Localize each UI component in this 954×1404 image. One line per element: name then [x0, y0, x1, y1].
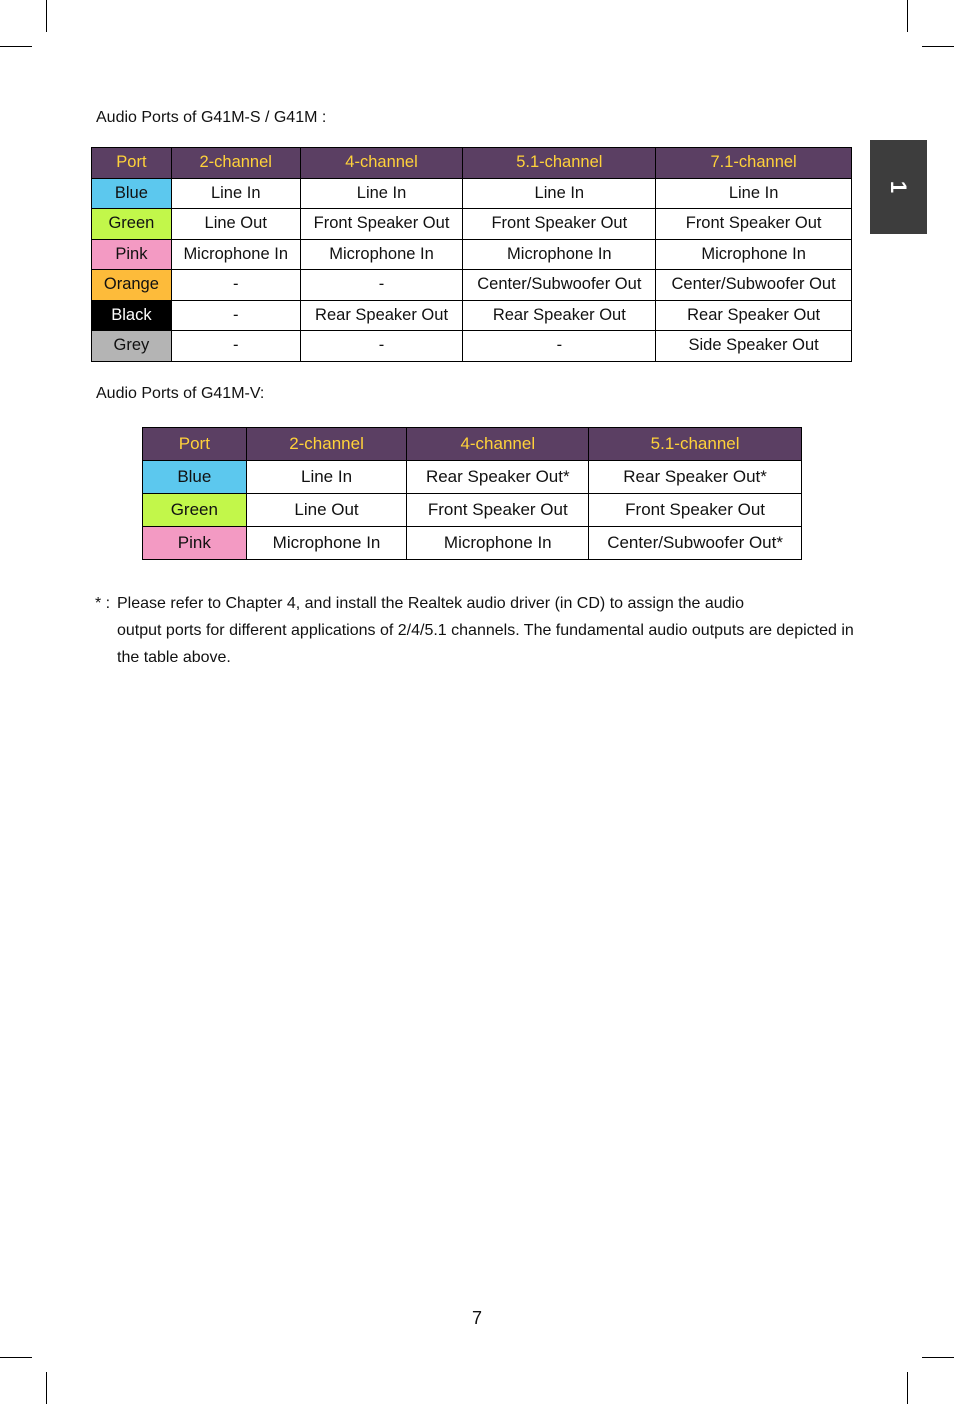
port-cell-blue: Blue	[143, 461, 247, 494]
port-cell-grey: Grey	[92, 331, 172, 362]
port-cell-black: Black	[92, 300, 172, 331]
chapter-tab	[870, 140, 927, 234]
port-cell-pink: Pink	[92, 239, 172, 270]
header-port: Port	[143, 428, 247, 461]
crop-mark	[922, 1357, 954, 1358]
chapter-tab-label: 1	[886, 180, 912, 194]
table-row	[92, 178, 852, 209]
table-cell: Line In	[656, 178, 852, 209]
table-cell: Microphone In	[407, 527, 589, 560]
table-cell: Microphone In	[246, 527, 407, 560]
header-2-channel: 2-channel	[246, 428, 407, 461]
table-cell: Microphone In	[463, 239, 656, 270]
audio-ports-table-g41m-v	[142, 427, 802, 560]
header-2-channel: 2-channel	[171, 148, 300, 179]
table-row	[143, 461, 802, 494]
table-cell: Microphone In	[300, 239, 463, 270]
port-cell-green: Green	[143, 494, 247, 527]
table-header-row	[143, 428, 802, 461]
table-cell: -	[171, 270, 300, 301]
table-row	[92, 270, 852, 301]
table-cell: Center/Subwoofer Out*	[589, 527, 802, 560]
table-cell: Rear Speaker Out	[656, 300, 852, 331]
header-4-channel: 4-channel	[407, 428, 589, 461]
table-cell: Line Out	[246, 494, 407, 527]
table-cell: -	[171, 300, 300, 331]
table-cell: Center/Subwoofer Out	[463, 270, 656, 301]
footnote-first-line: Please refer to Chapter 4, and install the Realtek audio driver (in CD) to assign the audio	[117, 595, 745, 612]
table-cell: Rear Speaker Out	[300, 300, 463, 331]
port-cell-pink: Pink	[143, 527, 247, 560]
table-cell: Rear Speaker Out*	[589, 461, 802, 494]
table-cell: Front Speaker Out	[407, 494, 589, 527]
table-row	[92, 300, 852, 331]
port-cell-blue: Blue	[92, 178, 172, 209]
table-header-row	[92, 148, 852, 179]
table-row	[92, 209, 852, 240]
crop-mark	[907, 1372, 908, 1404]
table-cell: Front Speaker Out	[463, 209, 656, 240]
table-cell: Side Speaker Out	[656, 331, 852, 362]
table-cell: Center/Subwoofer Out	[656, 270, 852, 301]
table-cell: Microphone In	[171, 239, 300, 270]
table-cell: -	[300, 270, 463, 301]
table-cell: -	[300, 331, 463, 362]
table2-title: Audio Ports of G41M-V:	[96, 385, 265, 402]
table-row	[92, 331, 852, 362]
table-cell: Line In	[246, 461, 407, 494]
port-cell-orange: Orange	[92, 270, 172, 301]
table-cell: Line In	[300, 178, 463, 209]
table-cell: Line In	[463, 178, 656, 209]
table-cell: Front Speaker Out	[656, 209, 852, 240]
audio-ports-table-g41m	[91, 147, 852, 362]
header-5-1-channel: 5.1-channel	[463, 148, 656, 179]
header-7-1-channel: 7.1-channel	[656, 148, 852, 179]
table-cell: -	[463, 331, 656, 362]
footnote-continuation: output ports for different applications of 2/4/5.1 channels. The fundamental audio outputs are depicted in the table above.	[117, 622, 854, 666]
crop-mark	[907, 0, 908, 32]
header-5-1-channel: 5.1-channel	[589, 428, 802, 461]
crop-mark	[46, 0, 47, 32]
table-row	[92, 239, 852, 270]
table-cell: Rear Speaker Out	[463, 300, 656, 331]
port-cell-green: Green	[92, 209, 172, 240]
table-row	[143, 494, 802, 527]
footnote-mark: * :	[95, 595, 111, 612]
header-port: Port	[92, 148, 172, 179]
crop-mark	[0, 46, 32, 47]
crop-mark	[922, 46, 954, 47]
header-4-channel: 4-channel	[300, 148, 463, 179]
footnote	[95, 590, 855, 671]
table-row	[143, 527, 802, 560]
table-cell: Line In	[171, 178, 300, 209]
page-number: 7	[471, 1308, 482, 1328]
table1-title: Audio Ports of G41M-S / G41M :	[96, 109, 327, 126]
table-cell: Line Out	[171, 209, 300, 240]
table-cell: Microphone In	[656, 239, 852, 270]
crop-mark	[46, 1372, 47, 1404]
table-cell: Front Speaker Out	[589, 494, 802, 527]
table-cell: -	[171, 331, 300, 362]
crop-mark	[0, 1357, 32, 1358]
table-cell: Front Speaker Out	[300, 209, 463, 240]
table-cell: Rear Speaker Out*	[407, 461, 589, 494]
